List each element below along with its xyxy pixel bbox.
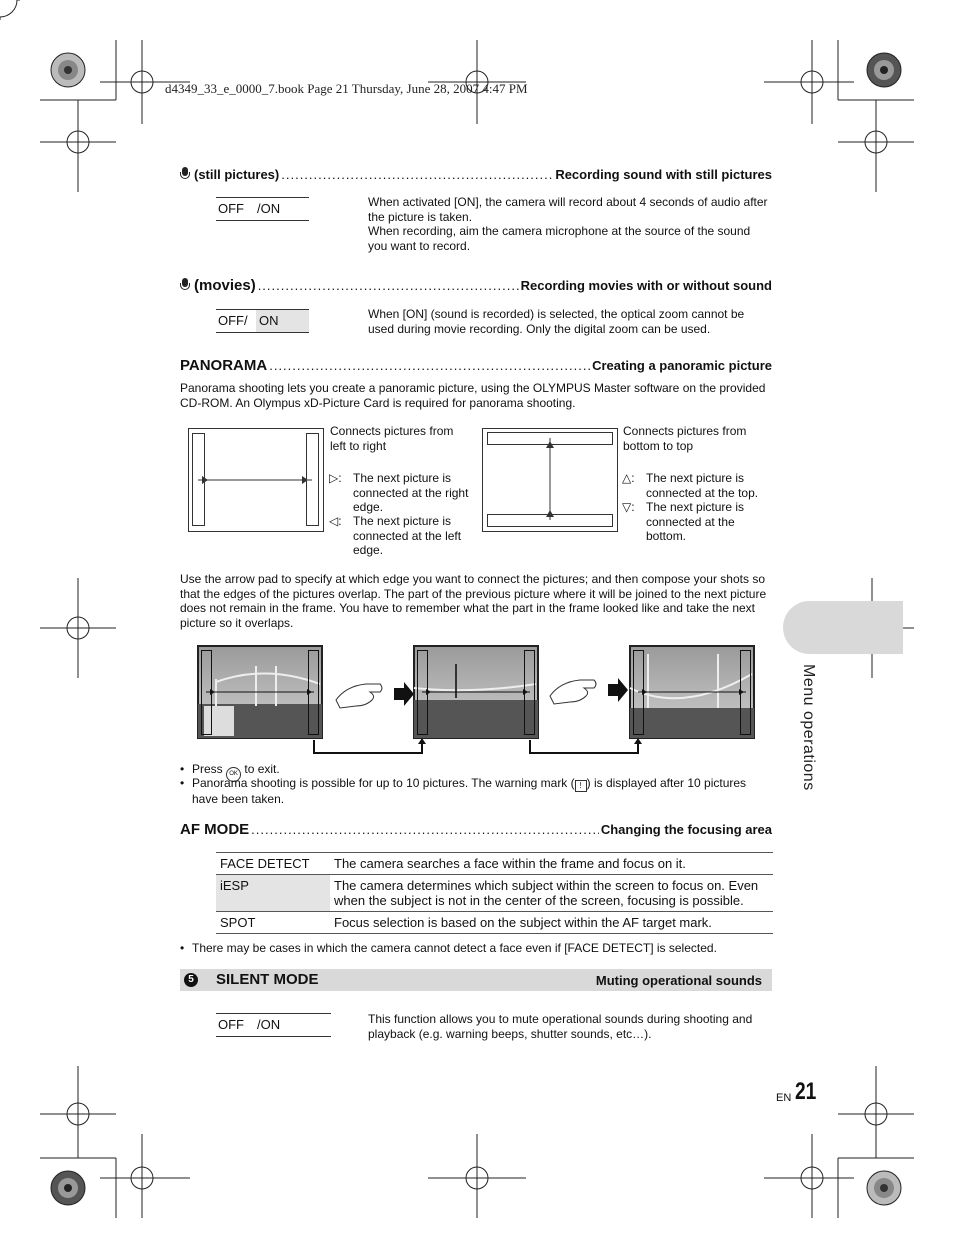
photo-1 <box>198 646 322 738</box>
silent-mode-heading <box>180 969 772 991</box>
bullet-text: to exit. <box>244 762 280 776</box>
bullet-text: Press <box>192 762 223 776</box>
table-row <box>216 912 773 934</box>
still-description: When activated [ON], the camera will record about 4 seconds of audio after the picture is taken. When recording, aim the camera microphone at the source of the sound you want to record. <box>368 195 768 253</box>
option-on: ON <box>259 313 279 328</box>
bullet-press-ok: • Press OK to exit. <box>180 762 772 782</box>
silent-description: This function allows you to mute operational sounds during shooting and playback (e.g. warning beeps, shutter sounds, etc…). <box>368 1012 753 1041</box>
option-off: OFF <box>218 201 244 216</box>
bottom-edge-text: The next picture is connected at the bottom. <box>646 500 745 543</box>
option-on: /ON <box>257 1017 281 1032</box>
af-mode-name: FACE DETECT <box>216 853 330 875</box>
warning-icon: ! <box>575 780 587 792</box>
af-mode-name: SPOT <box>216 912 330 934</box>
leader-dots <box>258 278 519 293</box>
panorama-label: PANORAMA <box>180 357 268 374</box>
option-on: /ON <box>257 201 281 216</box>
left-to-right-diagram <box>188 428 324 532</box>
still-pictures-right-title: Recording sound with still pictures <box>555 167 772 182</box>
movies-label: (movies) <box>194 277 256 294</box>
bullet-panorama-limit: • Panorama shooting is possible for up to 10 pictures. The warning mark ( ! ) is displayed after 10 pictures have been taken. <box>180 776 747 806</box>
number-badge: 5 <box>184 973 198 987</box>
silent-options-box <box>216 1013 331 1037</box>
af-mode-name: iESP <box>216 875 330 912</box>
still-pictures-heading <box>180 167 772 182</box>
movies-heading <box>180 277 772 294</box>
right-arrow-symbol: ▷: <box>329 471 342 485</box>
leader-dots <box>281 167 553 182</box>
still-options-box <box>216 197 309 221</box>
side-tab <box>783 601 903 654</box>
table-row <box>216 875 773 912</box>
panorama-photo-sequence <box>196 644 756 756</box>
microphone-icon <box>180 167 190 181</box>
movies-right-title: Recording movies with or without sound <box>520 278 772 293</box>
page-number: 21 <box>795 1078 817 1105</box>
silent-mode-right-title: Muting operational sounds <box>595 973 762 988</box>
up-arrow-symbol: △: <box>622 471 635 485</box>
ok-button-icon: OK <box>226 767 241 782</box>
left-edge-text: The next picture is connected at the left edge. <box>353 514 462 557</box>
down-arrow-symbol: ▽: <box>622 500 635 514</box>
af-mode-heading <box>180 821 772 838</box>
option-off: OFF/ <box>218 313 248 328</box>
silent-mode-label: SILENT MODE <box>216 971 319 988</box>
microphone-icon <box>180 278 190 292</box>
bullet-text: Panorama shooting is possible for up to 10 pictures. The warning mark ( <box>192 776 575 790</box>
af-mode-right-title: Changing the focusing area <box>600 822 772 837</box>
photo-3 <box>630 646 754 738</box>
leader-dots <box>269 358 590 373</box>
option-off: OFF <box>218 1017 244 1032</box>
af-mode-label: AF MODE <box>180 821 250 838</box>
movies-options-box <box>216 309 309 333</box>
af-mode-table <box>216 852 773 934</box>
bottom-to-top-caption: Connects pictures from bottom to top <box>623 424 747 453</box>
af-note: • There may be cases in which the camera cannot detect a face even if [FACE DETECT] is selected. <box>180 941 772 956</box>
panorama-instructions: Use the arrow pad to specify at which edge you want to connect the pictures; and then compose your shots so that the edges of the pictures overlap. The part of the previous picture where it will be joined to the next picture does not remain in the frame. You have to remember what the part in the frame looked like and take the next picture so it overlaps. <box>180 572 767 630</box>
movies-description: When [ON] (sound is recorded) is selected, the optical zoom cannot be used during movie recording. Only the digital zoom can be used. <box>368 307 745 336</box>
panorama-heading <box>180 357 772 374</box>
bullet-text: ) is displayed after 10 pictures have been taken. <box>192 776 747 806</box>
table-row <box>216 853 773 875</box>
language-label: EN <box>776 1092 792 1104</box>
hand-pointer-icon <box>336 682 414 708</box>
right-edge-text: The next picture is connected at the right edge. <box>353 471 469 514</box>
file-header: d4349_33_e_0000_7.book Page 21 Thursday, June 28, 2007 4:47 PM <box>165 81 528 96</box>
left-arrow-symbol: ◁: <box>329 514 342 528</box>
side-tab-label: Menu operations <box>800 664 817 791</box>
af-mode-text: Focus selection is based on the subject within the AF target mark. <box>330 912 773 934</box>
left-to-right-caption: Connects pictures from left to right <box>330 424 454 453</box>
af-mode-text: The camera searches a face within the frame and focus on it. <box>330 853 773 875</box>
leader-dots <box>251 822 599 837</box>
panorama-right-title: Creating a panoramic picture <box>592 358 772 373</box>
bottom-to-top-diagram <box>482 428 618 532</box>
panorama-intro: Panorama shooting lets you create a panoramic picture, using the OLYMPUS Master software on the provided CD-ROM. An Olympus xD-Picture Card is required for panorama shooting. <box>180 381 766 410</box>
hand-pointer-icon <box>550 678 628 704</box>
photo-2 <box>414 646 538 738</box>
still-pictures-label: (still pictures) <box>194 167 280 182</box>
top-edge-text: The next picture is connected at the top. <box>646 471 759 500</box>
af-mode-text: The camera determines which subject within the screen to focus on. Even when the subject is not in the center of the screen, focusing is possible. <box>330 875 773 912</box>
bullet-text: There may be cases in which the camera cannot detect a face even if [FACE DETECT] is selected. <box>192 941 717 955</box>
